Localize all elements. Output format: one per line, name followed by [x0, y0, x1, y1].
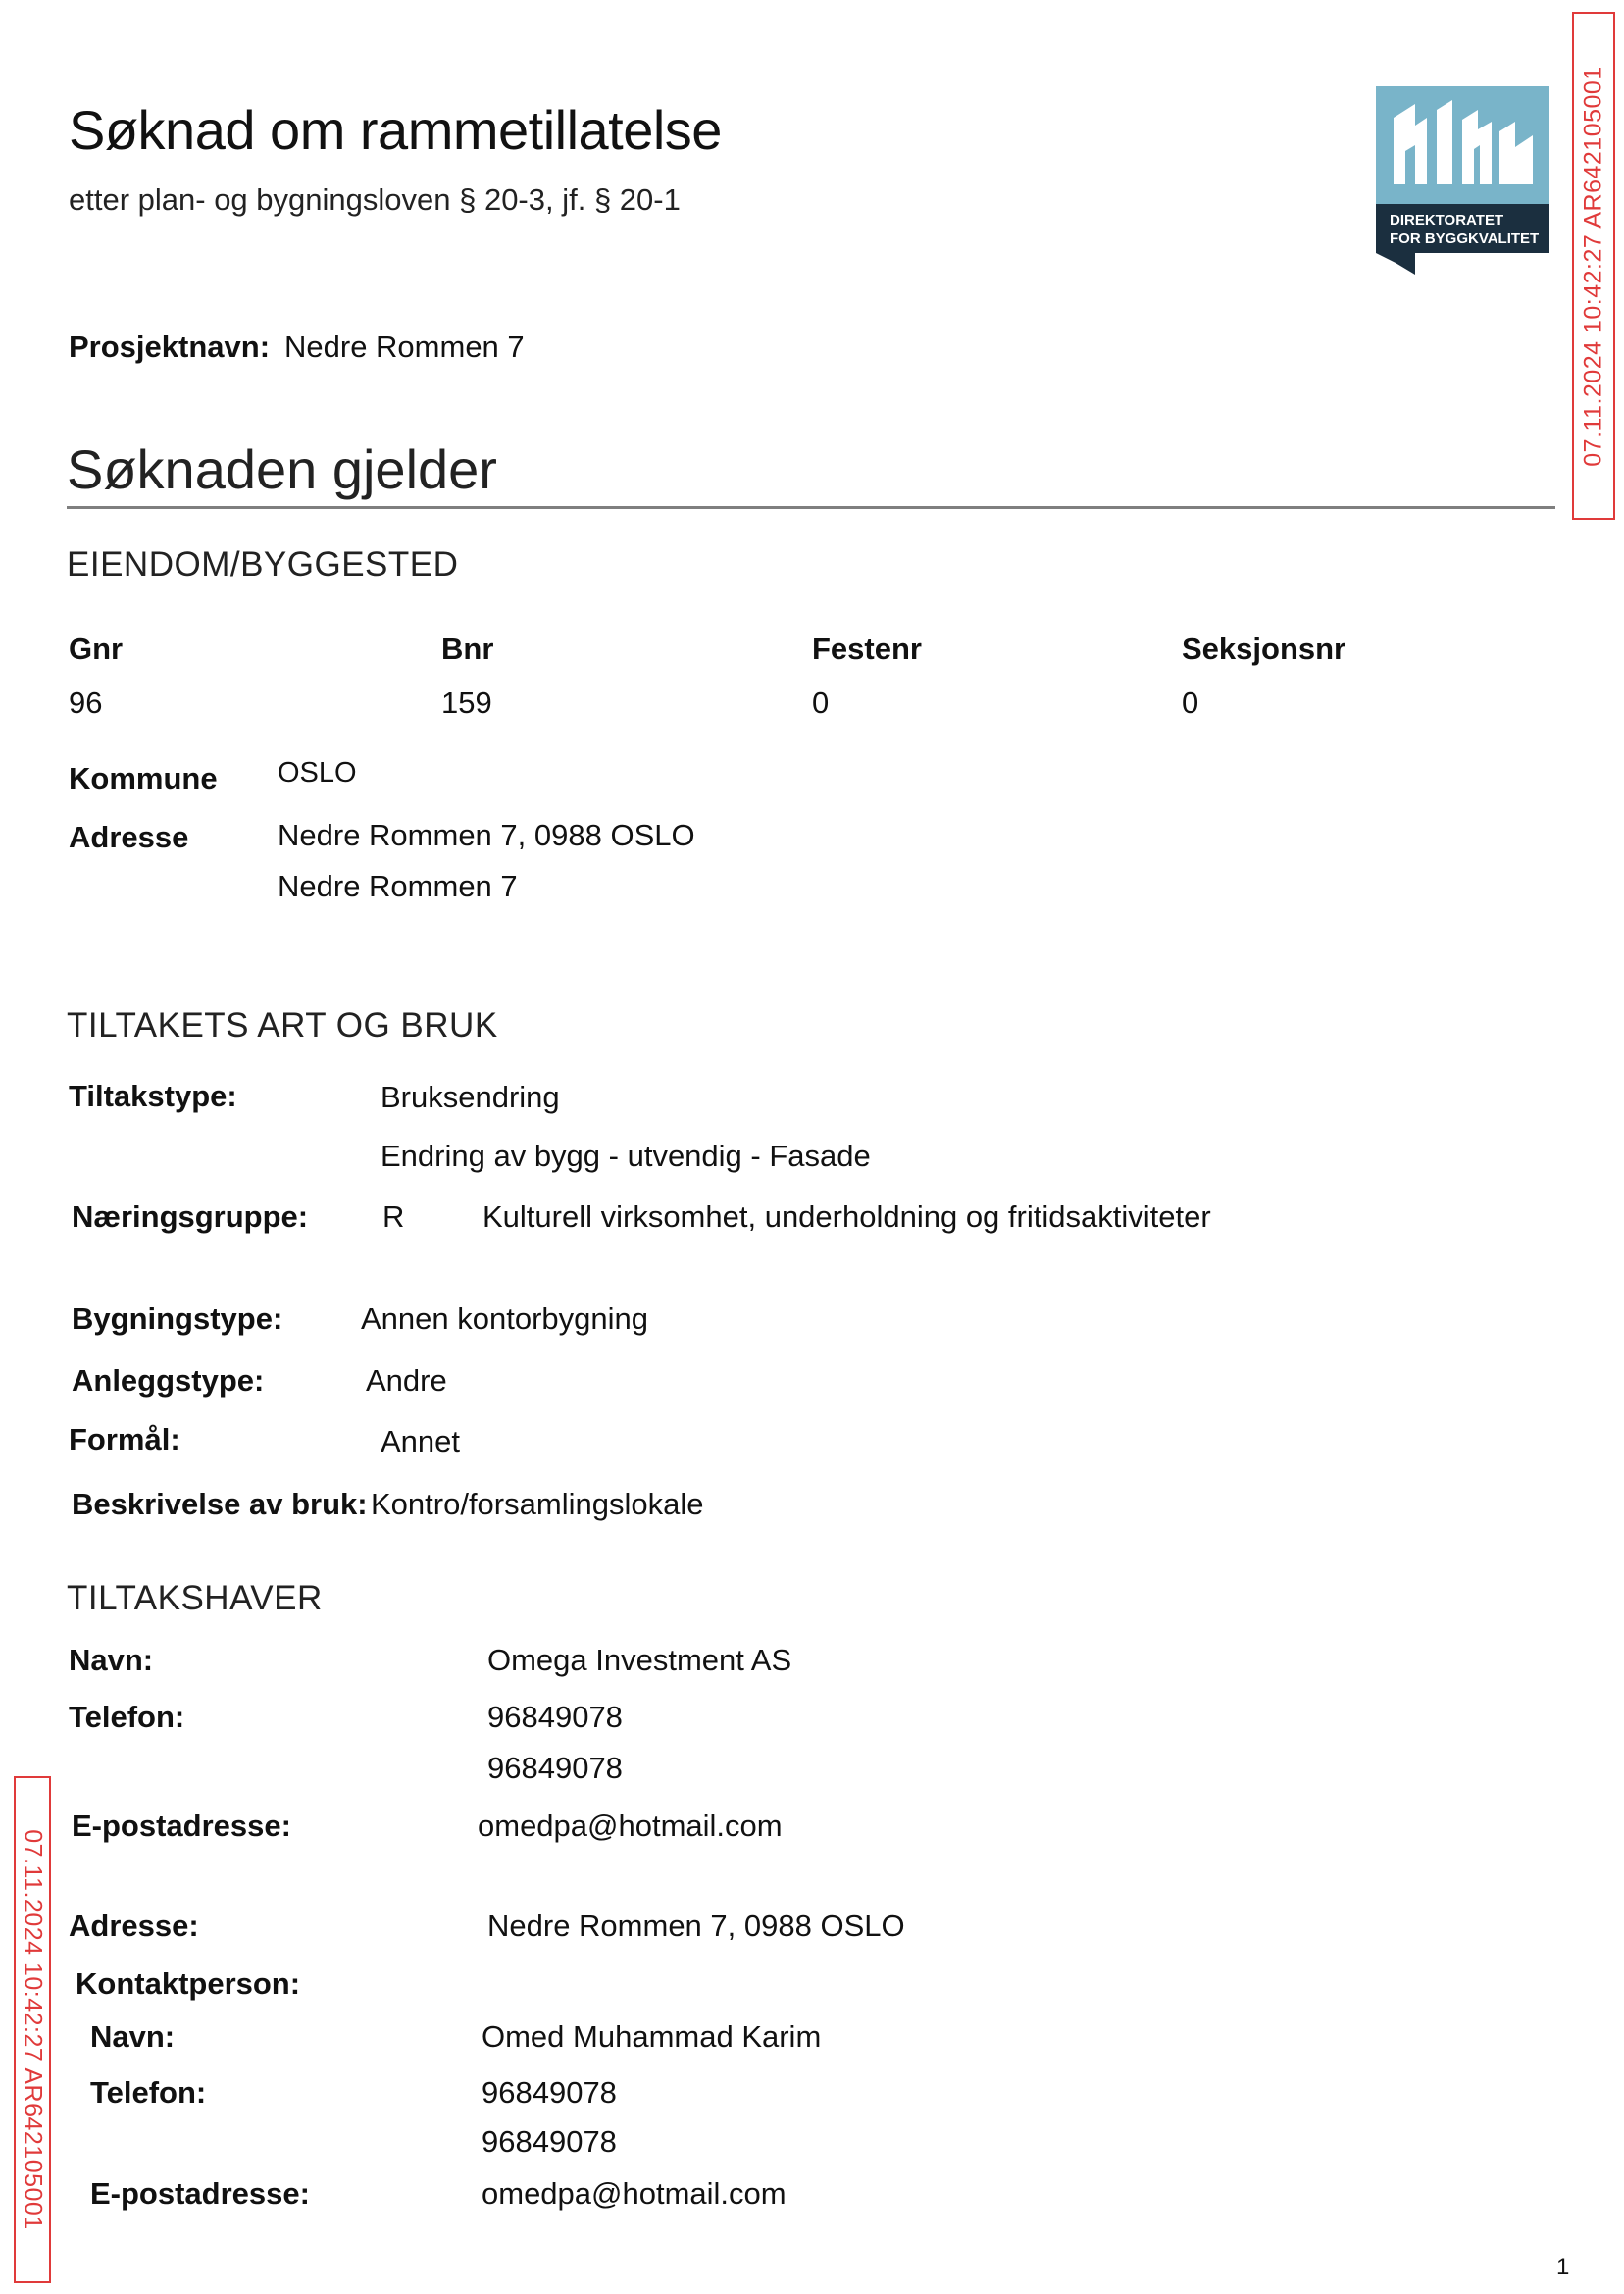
- kontaktperson-label: Kontaktperson:: [76, 1966, 301, 2001]
- gnr-value: 96: [69, 686, 103, 720]
- section-title: Søknaden gjelder: [67, 438, 497, 500]
- timestamp-stamp-right: [1572, 12, 1615, 520]
- owner-telefon-label: Telefon:: [69, 1700, 185, 1734]
- page-number: 1: [1556, 2254, 1570, 2280]
- project-name-value: Nedre Rommen 7: [284, 330, 525, 364]
- stamp-text: 07.11.2024 10:42:27 AR642105001: [19, 1829, 47, 2230]
- kontakt-navn-label: Navn:: [90, 2019, 176, 2054]
- document-title: Søknad om rammetillatelse: [69, 99, 722, 161]
- project-name-label: Prosjektnavn:: [69, 330, 271, 364]
- beskrivelse-value: Kontro/forsamlingslokale: [371, 1487, 704, 1521]
- logo-text-line2: FOR BYGGKVALITET: [1390, 230, 1540, 247]
- property-heading: EIENDOM/BYGGESTED: [67, 545, 459, 584]
- adresse-label: Adresse: [69, 820, 189, 854]
- kontakt-epost-label: E-postadresse:: [90, 2176, 310, 2211]
- owner-heading: TILTAKSHAVER: [67, 1579, 323, 1617]
- document-subtitle: etter plan- og bygningsloven § 20-3, jf. § 20-1: [69, 182, 681, 217]
- kontakt-epost-value: omedpa@hotmail.com: [482, 2176, 787, 2211]
- owner-telefon-value-1: 96849078: [487, 1700, 623, 1734]
- beskrivelse-label: Beskrivelse av bruk:: [72, 1487, 368, 1521]
- adresse-line1: Nedre Rommen 7, 0988 OSLO: [278, 818, 695, 852]
- naeringsgruppe-label: Næringsgruppe:: [72, 1199, 309, 1234]
- bygningstype-value: Annen kontorbygning: [361, 1301, 649, 1336]
- kontakt-telefon-value-1: 96849078: [482, 2075, 617, 2110]
- kontakt-telefon-value-2: 96849078: [482, 2124, 617, 2159]
- owner-navn-label: Navn:: [69, 1643, 154, 1677]
- anleggstype-value: Andre: [366, 1363, 447, 1398]
- bnr-label: Bnr: [441, 632, 494, 666]
- seksjonsnr-label: Seksjonsnr: [1182, 632, 1346, 666]
- kommune-label: Kommune: [69, 761, 218, 795]
- tiltakstype-value-2: Endring av bygg - utvendig - Fasade: [381, 1139, 871, 1173]
- festenr-label: Festenr: [812, 632, 922, 666]
- logo-text-line1: DIREKTORATET: [1390, 212, 1504, 229]
- gnr-label: Gnr: [69, 632, 124, 666]
- owner-adresse-value: Nedre Rommen 7, 0988 OSLO: [487, 1909, 905, 1943]
- measure-heading: TILTAKETS ART OG BRUK: [67, 1006, 498, 1045]
- tiltakstype-value-1: Bruksendring: [381, 1080, 560, 1114]
- bygningstype-label: Bygningstype:: [72, 1301, 283, 1336]
- anleggstype-label: Anleggstype:: [72, 1363, 265, 1398]
- formal-label: Formål:: [69, 1422, 180, 1456]
- kontakt-navn-value: Omed Muhammad Karim: [482, 2019, 822, 2054]
- section-divider: [67, 506, 1555, 509]
- stamp-text: 07.11.2024 10:42:27 AR642105001: [1579, 65, 1607, 467]
- naeringsgruppe-text: Kulturell virksomhet, underholdning og fritidsaktiviteter: [482, 1199, 1211, 1234]
- festenr-value: 0: [812, 686, 830, 720]
- dibk-logo: [1376, 86, 1549, 275]
- bnr-value: 159: [441, 686, 492, 720]
- timestamp-stamp-left: [14, 1776, 51, 2283]
- owner-epost-label: E-postadresse:: [72, 1809, 291, 1843]
- kontakt-telefon-label: Telefon:: [90, 2075, 207, 2110]
- owner-navn-value: Omega Investment AS: [487, 1643, 792, 1677]
- owner-adresse-label: Adresse:: [69, 1909, 199, 1943]
- naeringsgruppe-code: R: [382, 1199, 405, 1234]
- formal-value: Annet: [381, 1424, 461, 1458]
- seksjonsnr-value: 0: [1182, 686, 1199, 720]
- owner-epost-value: omedpa@hotmail.com: [478, 1809, 783, 1843]
- adresse-line2: Nedre Rommen 7: [278, 869, 518, 903]
- owner-telefon-value-2: 96849078: [487, 1751, 623, 1785]
- tiltakstype-label: Tiltakstype:: [69, 1079, 237, 1113]
- kommune-value: OSLO: [278, 757, 357, 789]
